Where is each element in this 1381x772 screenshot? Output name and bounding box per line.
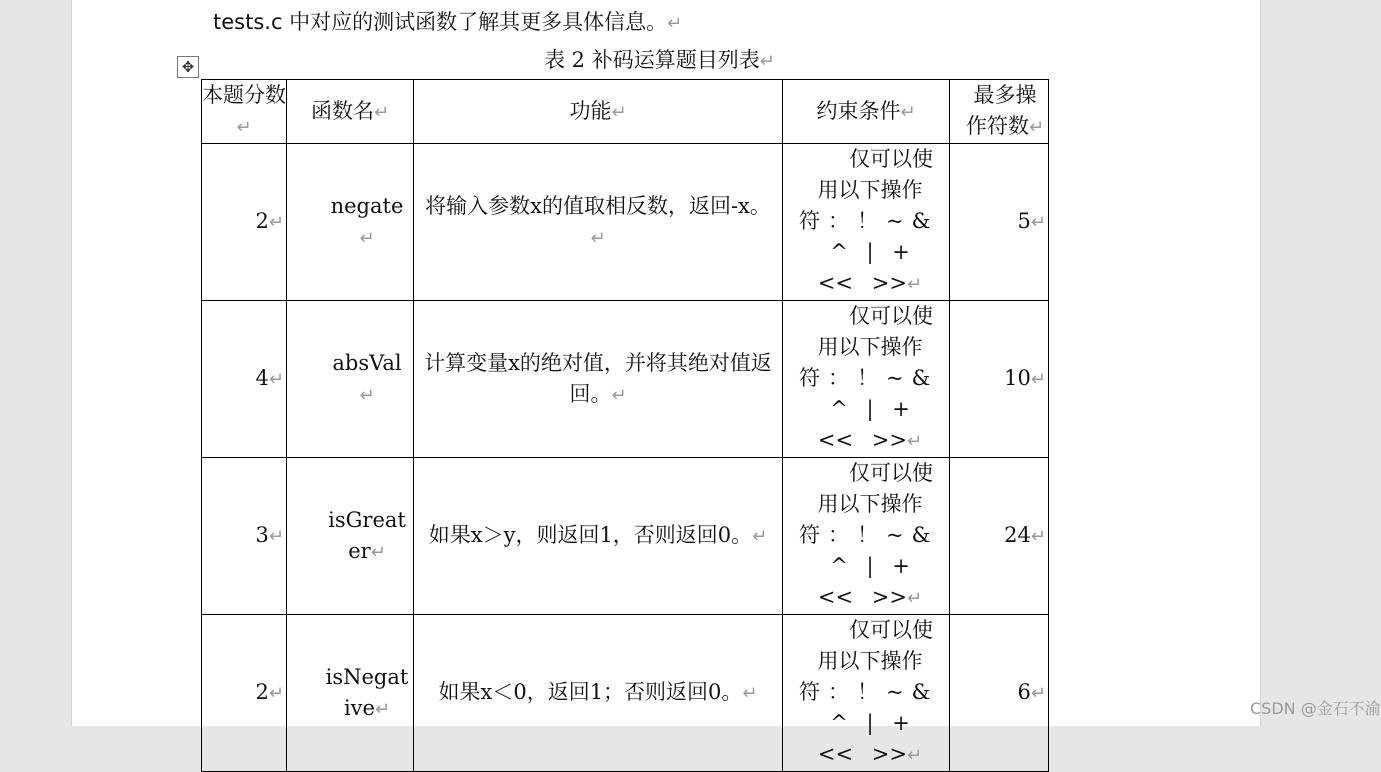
table-caption bbox=[544, 44, 775, 74]
constraint-line: 仅可以使 bbox=[849, 618, 933, 642]
paragraph-return-icon: ↵ bbox=[590, 227, 606, 249]
function-description-cell: 如果x＜0，返回1；否则返回0。↵ bbox=[414, 615, 783, 772]
paragraph-return-icon: ↵ bbox=[1030, 212, 1046, 233]
table-row bbox=[202, 144, 1049, 301]
header-cell-function: 功能↵ bbox=[414, 80, 783, 144]
max-operators-cell: 6↵ bbox=[950, 615, 1049, 772]
paragraph-return-icon: ↵ bbox=[752, 526, 768, 547]
paragraph-return-icon: ↵ bbox=[268, 369, 284, 390]
paragraph-return-icon: ↵ bbox=[667, 13, 683, 34]
max-operators-cell: 10↵ bbox=[950, 301, 1049, 458]
constraint-line: 仅可以使 bbox=[849, 304, 933, 328]
constraint-line: ^ | + bbox=[830, 554, 910, 578]
paragraph-return-icon: ↵ bbox=[374, 698, 391, 720]
paragraph-return-icon: ↵ bbox=[370, 541, 386, 563]
constraint-line: 仅可以使 bbox=[849, 461, 933, 485]
function-name-cell: absVal↵ bbox=[287, 301, 414, 458]
constraint-line: ^ | + bbox=[830, 711, 910, 735]
intro-paragraph bbox=[213, 6, 682, 36]
table-row bbox=[202, 301, 1049, 458]
table-header-row bbox=[202, 80, 1049, 144]
constraint-line: 符：！~& bbox=[799, 366, 939, 390]
operations-table bbox=[201, 79, 1049, 772]
paragraph-return-icon: ↵ bbox=[611, 384, 627, 406]
header-cell-name: 函数名↵ bbox=[287, 80, 414, 144]
constraint-line: ^ | + bbox=[830, 240, 910, 264]
paragraph-return-icon: ↵ bbox=[1030, 526, 1046, 547]
constraint-line: << >>↵ bbox=[817, 428, 923, 452]
paragraph-return-icon: ↵ bbox=[1030, 683, 1046, 704]
constraint-cell bbox=[783, 144, 950, 301]
paragraph-return-icon: ↵ bbox=[742, 683, 758, 704]
paragraph-return-icon: ↵ bbox=[906, 588, 923, 609]
score-cell: 4↵ bbox=[202, 301, 287, 458]
constraint-line: 符：！~& bbox=[799, 209, 939, 233]
paragraph-return-icon: ↵ bbox=[906, 745, 923, 766]
document-page bbox=[71, 0, 1381, 766]
paragraph-return-icon: ↵ bbox=[359, 227, 375, 249]
constraint-line: << >>↵ bbox=[817, 742, 923, 766]
header-cell-constraint: 约束条件↵ bbox=[783, 80, 950, 144]
table-row bbox=[202, 458, 1049, 615]
constraint-cell bbox=[783, 615, 950, 772]
function-name-cell: isNegative↵ bbox=[287, 615, 414, 772]
score-cell: 3↵ bbox=[202, 458, 287, 615]
constraint-line: << >>↵ bbox=[817, 585, 923, 609]
header-cell-max-ops: 最多操作符数↵ bbox=[950, 80, 1049, 144]
watermark: CSDN @金石不渝 bbox=[1250, 699, 1381, 718]
constraint-line: 用以下操作 bbox=[817, 335, 923, 359]
constraint-line: ^ | + bbox=[830, 397, 910, 421]
paragraph-return-icon: ↵ bbox=[268, 683, 284, 704]
paragraph-return-icon: ↵ bbox=[759, 51, 775, 72]
header-cell-score: 本题分数↵ bbox=[202, 80, 287, 144]
constraint-line: 符：！~& bbox=[799, 680, 939, 704]
paragraph-return-icon: ↵ bbox=[268, 526, 284, 547]
move-arrows-icon[interactable]: ✥ bbox=[177, 56, 199, 78]
paragraph-return-icon: ↵ bbox=[906, 431, 923, 452]
function-description-cell: 将输入参数x的值取相反数，返回-x。↵ bbox=[414, 144, 783, 301]
function-name-cell: negate↵ bbox=[287, 144, 414, 301]
function-description-cell: 计算变量x的绝对值，并将其绝对值返回。↵ bbox=[414, 301, 783, 458]
table-row bbox=[202, 615, 1049, 772]
function-name-cell: isGreater↵ bbox=[287, 458, 414, 615]
constraint-cell bbox=[783, 301, 950, 458]
constraint-line: 用以下操作 bbox=[817, 649, 923, 673]
paragraph-return-icon: ↵ bbox=[268, 212, 284, 233]
constraint-line: 用以下操作 bbox=[817, 178, 923, 202]
max-operators-cell: 5↵ bbox=[950, 144, 1049, 301]
score-cell: 2↵ bbox=[202, 144, 287, 301]
constraint-line: 符：！~& bbox=[799, 523, 939, 547]
max-operators-cell: 24↵ bbox=[950, 458, 1049, 615]
paragraph-return-icon: ↵ bbox=[1030, 369, 1046, 390]
constraint-line: 仅可以使 bbox=[849, 147, 933, 171]
constraint-line: << >>↵ bbox=[817, 271, 923, 295]
constraint-cell bbox=[783, 458, 950, 615]
intro-text: tests.c 中对应的测试函数了解其更多具体信息。 bbox=[213, 10, 668, 34]
function-description-cell: 如果x＞y，则返回1，否则返回0。↵ bbox=[414, 458, 783, 615]
constraint-line: 用以下操作 bbox=[817, 492, 923, 516]
paragraph-return-icon: ↵ bbox=[359, 384, 375, 406]
score-cell: 2↵ bbox=[202, 615, 287, 772]
paragraph-return-icon: ↵ bbox=[906, 274, 923, 295]
table-caption-text: 表 2 补码运算题目列表 bbox=[544, 48, 760, 72]
